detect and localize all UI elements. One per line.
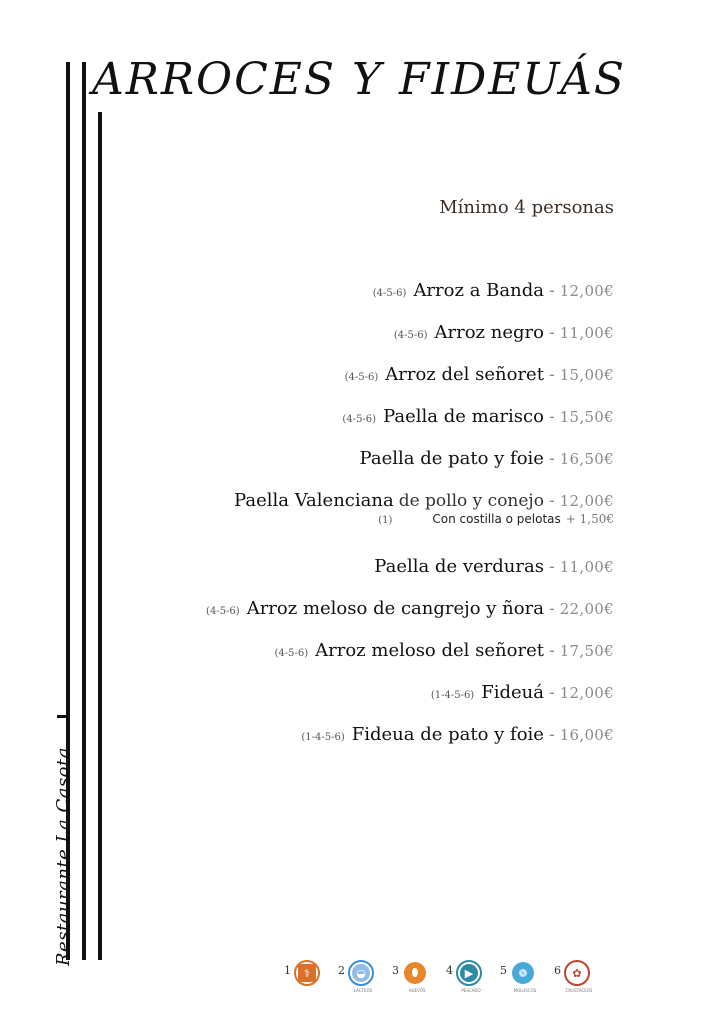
dish-name: Paella de pato y foie	[359, 448, 544, 469]
allergen-egg	[392, 960, 428, 1000]
dish-name: Arroz del señoret	[385, 364, 544, 385]
fish-icon: ▶ PESCADO	[456, 960, 482, 986]
allergen-codes: (4-5-6)	[372, 288, 407, 299]
allergen-codes: (4-5-6)	[393, 330, 428, 341]
dish-price: 15,50€	[559, 408, 614, 426]
allergen-fish	[446, 960, 482, 1000]
dish-name: Arroz a Banda	[413, 280, 544, 301]
dish-description: de pollo y conejo	[398, 491, 544, 511]
decorative-vertical-line-2	[82, 62, 86, 960]
allergen-caption: LACTEOS	[353, 988, 373, 993]
allergen-caption: PESCADO	[461, 988, 481, 993]
menu-item	[94, 640, 614, 682]
allergen-number: 5	[500, 964, 507, 977]
menu-item	[94, 280, 614, 322]
menu-item	[94, 448, 614, 490]
allergen-codes: (4-5-6)	[344, 372, 379, 383]
minimum-persons-note: Mínimo 4 personas	[439, 197, 614, 218]
allergen-number: 1	[284, 964, 291, 977]
allergen-caption: HUEVOS	[408, 988, 426, 993]
price-separator: -	[548, 599, 555, 619]
menu-item	[94, 556, 614, 598]
dish-name: Paella de verduras	[374, 556, 544, 577]
extra-option-price: + 1,50€	[565, 512, 614, 526]
menu-list	[94, 280, 614, 766]
allergen-gluten	[284, 960, 320, 1000]
allergen-number: 3	[392, 964, 399, 977]
menu-item	[94, 406, 614, 448]
menu-item	[94, 364, 614, 406]
menu-item	[94, 682, 614, 724]
egg-icon: ⬮ HUEVOS	[402, 960, 428, 986]
dish-name: Fideuá	[481, 682, 544, 703]
price-separator: -	[548, 683, 555, 703]
milk-icon: ◒ LACTEOS	[348, 960, 374, 986]
dish-name: Arroz meloso del señoret	[315, 640, 544, 661]
dish-price: 12,00€	[559, 282, 614, 300]
dish-name: Paella de marisco	[383, 406, 544, 427]
dish-price: 16,00€	[559, 726, 614, 744]
dish-price: 12,00€	[559, 492, 614, 510]
price-separator: -	[548, 491, 555, 511]
dish-name: Arroz meloso de cangrejo y ñora	[246, 598, 544, 619]
allergen-codes: (4-5-6)	[206, 606, 240, 617]
dish-price: 16,50€	[559, 450, 614, 468]
dish-extra-option	[94, 512, 614, 534]
allergen-caption: CRUSTÁCEOS	[565, 988, 593, 993]
allergen-dairy	[338, 960, 374, 1000]
menu-item	[94, 724, 614, 766]
side-text-separator	[57, 715, 69, 718]
allergen-number: 4	[446, 964, 453, 977]
allergen-codes: (1)	[378, 515, 393, 526]
price-separator: -	[548, 365, 555, 385]
allergen-caption: MOLUSCOS	[513, 988, 537, 993]
dish-price: 12,00€	[559, 684, 614, 702]
dish-name: Arroz negro	[434, 322, 544, 343]
price-separator: -	[548, 641, 555, 661]
restaurant-name-vertical: Restaurante La Casota	[53, 747, 74, 966]
price-separator: -	[548, 407, 555, 427]
shell-icon: ❁ MOLUSCOS	[510, 960, 536, 986]
price-separator: -	[548, 725, 555, 745]
wheat-icon: ⚕	[294, 960, 320, 986]
allergen-number: 2	[338, 964, 345, 977]
extra-option-text: Con costilla o pelotas	[432, 512, 561, 526]
allergen-molluscs	[500, 960, 536, 1000]
allergen-codes: (4-5-6)	[274, 648, 309, 659]
allergen-codes: (4-5-6)	[342, 414, 377, 425]
allergen-codes: (1-4-5-6)	[301, 732, 345, 743]
dish-price: 17,50€	[559, 642, 614, 660]
allergen-number: 6	[554, 964, 561, 977]
allergen-legend	[284, 960, 664, 1000]
allergen-crustaceans	[554, 960, 593, 1000]
price-separator: -	[548, 557, 555, 577]
price-separator: -	[548, 323, 555, 343]
dish-name: Paella Valenciana	[234, 490, 394, 511]
dish-price: 15,00€	[559, 366, 614, 384]
dish-price: 11,00€	[559, 324, 614, 342]
dish-price: 11,00€	[559, 558, 614, 576]
price-separator: -	[548, 449, 555, 469]
menu-item	[94, 598, 614, 640]
dish-name: Fideua de pato y foie	[351, 724, 544, 745]
page-title: ARROCES Y FIDEUÁS	[92, 54, 627, 105]
shrimp-icon: ✿ CRUSTÁCEOS	[564, 960, 590, 986]
price-separator: -	[548, 281, 555, 301]
dish-price: 22,00€	[559, 600, 614, 618]
allergen-codes: (1-4-5-6)	[430, 690, 475, 701]
menu-item	[94, 322, 614, 364]
